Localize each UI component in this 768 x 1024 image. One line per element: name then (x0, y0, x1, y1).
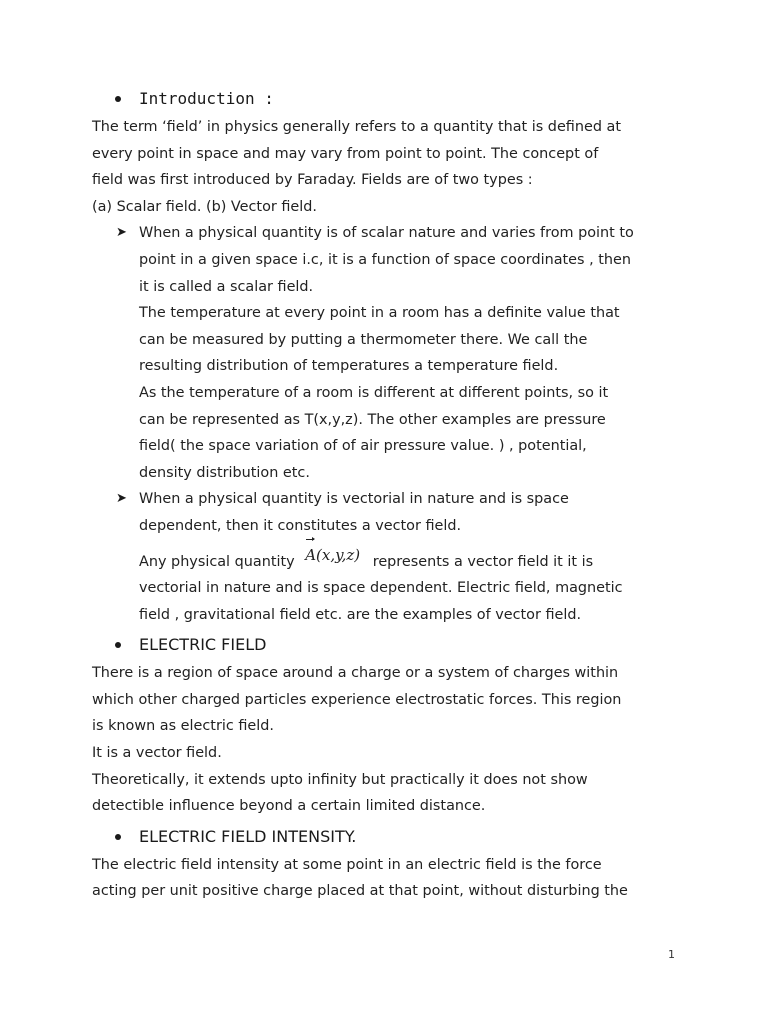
intro-line: (a) Scalar field. (b) Vector field. (92, 198, 317, 215)
vector-line: dependent, then it constitutes a vector field. (139, 517, 462, 534)
heading-text: Introduction : (139, 89, 274, 108)
electric-field-line: which other charged particles experience electrostatic forces. This region (92, 691, 622, 708)
electric-field-line: It is a vector field. (92, 745, 222, 762)
vector-symbol: A (305, 542, 316, 569)
intensity-line: The electric field intensity at some point in an electric field is the force (92, 856, 602, 873)
scalar-line: When a physical quantity is of scalar nature and varies from point to (139, 225, 634, 242)
scalar-line: The temperature at every point in a room has a definite value that (139, 305, 620, 322)
scalar-line: density distribution etc. (139, 464, 310, 481)
arrowhead-bullet-icon: ➤ (116, 491, 127, 507)
vector-formula-line (92, 545, 692, 576)
vector-item-first-line (92, 486, 692, 513)
vector-args: (x,y,z) (316, 545, 361, 564)
formula-after-text: represents a vector field it it is (372, 553, 594, 570)
scalar-line: it is called a scalar field. (139, 278, 314, 295)
scalar-line: can be measured by putting a thermometer there. We call the (139, 331, 588, 348)
electric-field-line: Theoretically, it extends upto infinity but practically it does not show (92, 771, 588, 788)
heading-introduction (115, 84, 692, 114)
scalar-line: point in a given space i.c, it is a function of space coordinates , then (139, 251, 631, 268)
scalar-line: resulting distribution of temperatures a temperature field. (139, 358, 559, 375)
electric-field-line: detectible influence beyond a certain limited distance. (92, 798, 486, 815)
intro-line: The term ‘field’ in physics generally refers to a quantity that is defined at (92, 119, 622, 135)
intro-line: every point in space and may vary from point to point. The concept of (92, 145, 599, 162)
electric-field-line: There is a region of space around a charge or a system of charges within (92, 665, 619, 682)
intro-line: field was first introduced by Faraday. Fields are of two types : (92, 172, 533, 189)
bullet-icon (115, 834, 121, 840)
heading-text: ELECTRIC FIELD INTENSITY. (139, 826, 357, 846)
scalar-line: field( the space variation of of air pressure value. ) , potential, (139, 438, 587, 455)
scalar-line: can be represented as T(x,y,z). The other examples are pressure (139, 411, 606, 428)
heading-text: ELECTRIC FIELD (139, 635, 267, 655)
intensity-line: acting per unit positive charge placed at that point, without disturbing the (92, 883, 628, 900)
vector-line: When a physical quantity is vectorial in nature and is space (139, 491, 569, 508)
page-content (92, 84, 692, 905)
page-number: 1 (668, 948, 675, 961)
scalar-item-first-line (92, 220, 692, 247)
electric-field-line: is known as electric field. (92, 718, 274, 735)
bullet-icon (115, 642, 121, 648)
vector-formula (305, 542, 360, 569)
formula-intro-text: Any physical quantity (139, 553, 295, 570)
heading-electric-field (115, 630, 692, 660)
arrowhead-bullet-icon: ➤ (116, 225, 127, 241)
vector-line: vectorial in nature and is space dependent. Electric field, magnetic (139, 580, 623, 597)
scalar-line: As the temperature of a room is different at different points, so it (139, 384, 609, 401)
bullet-icon (115, 96, 121, 102)
heading-electric-field-intensity (115, 822, 692, 852)
vector-line: field , gravitational field etc. are the examples of vector field. (139, 606, 582, 623)
